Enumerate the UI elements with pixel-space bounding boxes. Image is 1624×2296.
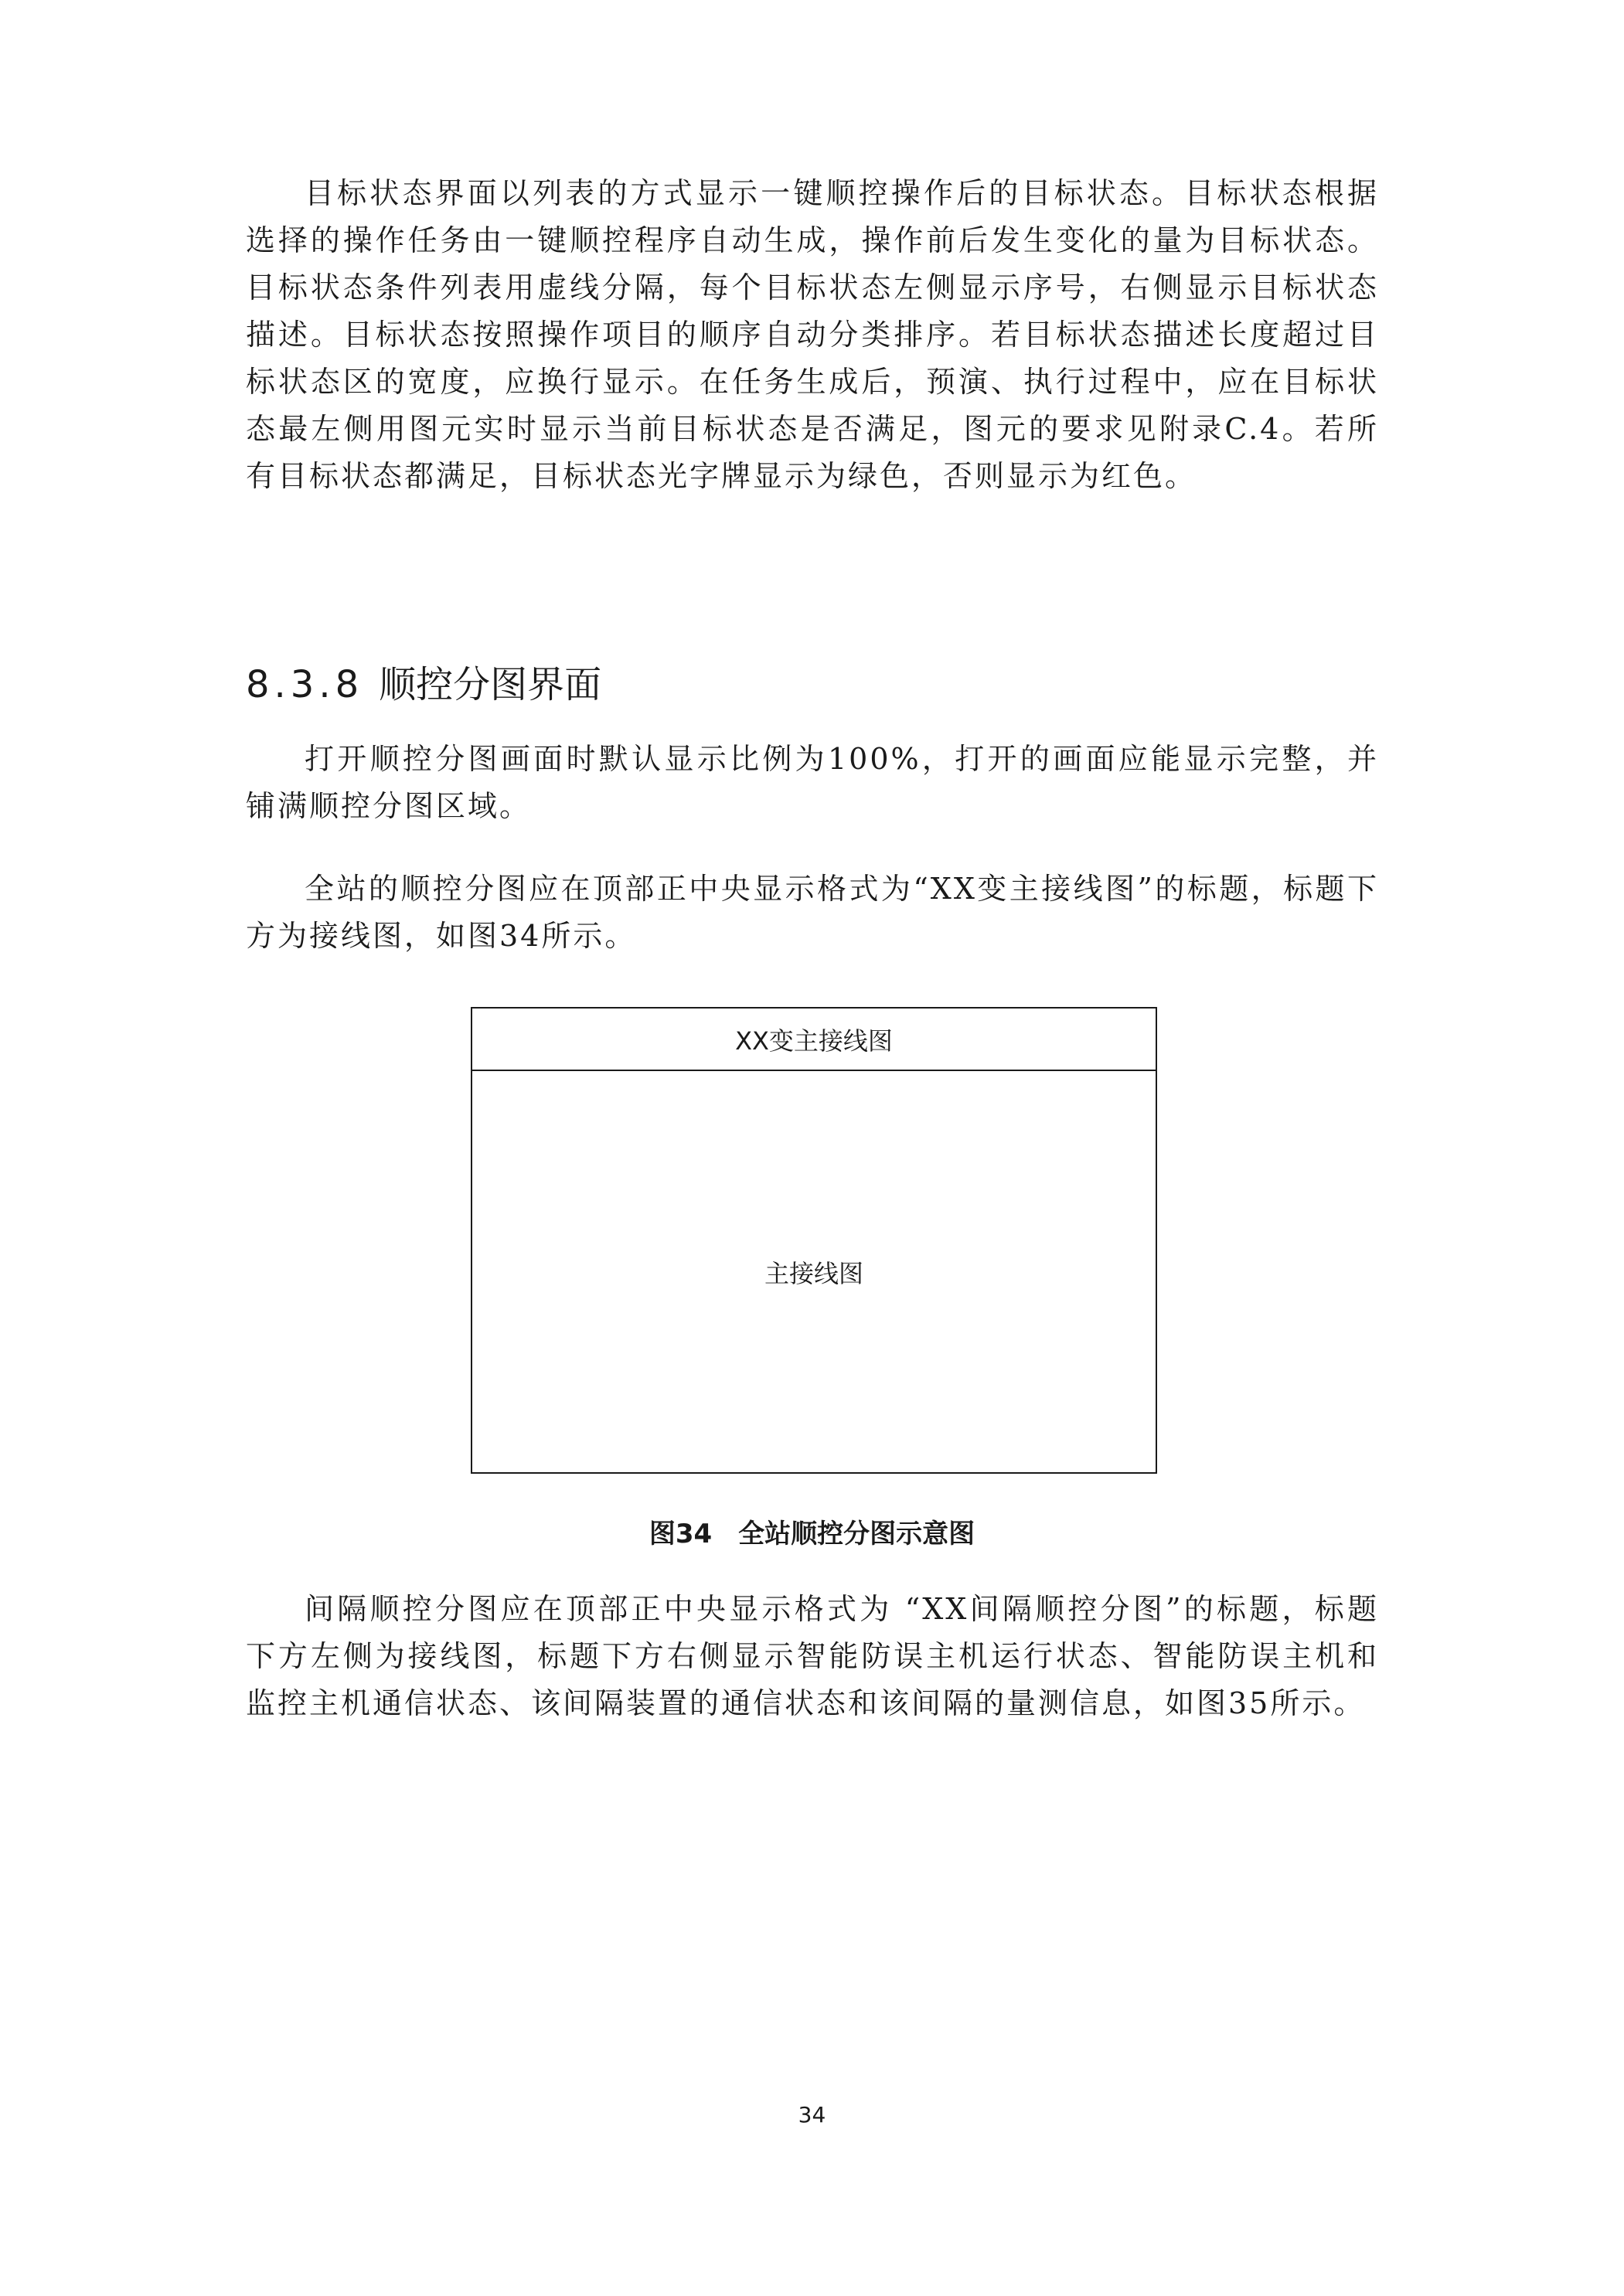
figure-34-diagram: [471, 1007, 1157, 1474]
figure-caption-text: 全站顺控分图示意图: [738, 1519, 975, 1549]
section-heading: [246, 662, 601, 708]
figure-title-bar: XX变主接线图: [472, 1009, 1156, 1071]
paragraph-display-scale: 打开顺控分图画面时默认显示比例为100%，打开的画面应能显示完整，并铺满顺控分图区域。: [246, 742, 1379, 823]
page-number: 34: [798, 2102, 826, 2128]
section-number: 8.3.8: [246, 663, 364, 706]
figure-caption: [0, 1517, 1624, 1551]
paragraph-target-status: 目标状态界面以列表的方式显示一键顺控操作后的目标状态。目标状态根据选择的操作任务由一键顺控程序自动生成，操作前后发生变化的量为目标状态。目标状态条件列表用虚线分隔，每个目标状态左侧显示序号，右侧显示目标状态描述。目标状态按照操作项目的顺序自动分类排序。若目标状态描述长度超过目标状态区的宽度，应换行显示。在任务生成后，预演、执行过程中，应在目标状态最左侧用图元实时显示当前目标状态是否满足，图元的要求见附录C.4。若所有目标状态都满足，目标状态光字牌显示为绿色，否则显示为红色。: [246, 176, 1379, 493]
paragraph-station-diagram: 全站的顺控分图应在顶部正中央显示格式为“XX变主接线图”的标题，标题下方为接线图，如图34所示。: [246, 872, 1379, 953]
figure-main-area: 主接线图: [764, 1258, 863, 1288]
paragraph-bay-diagram: 间隔顺控分图应在顶部正中央显示格式为 “XX间隔顺控分图”的标题，标题下方左侧为接线图，标题下方右侧显示智能防误主机运行状态、智能防误主机和监控主机通信状态、该间隔装置的通信状态和该间隔的量测信息，如图35所示。: [246, 1592, 1379, 1720]
figure-caption-number: 图34: [649, 1519, 713, 1549]
section-title: 顺控分图界面: [379, 663, 602, 706]
